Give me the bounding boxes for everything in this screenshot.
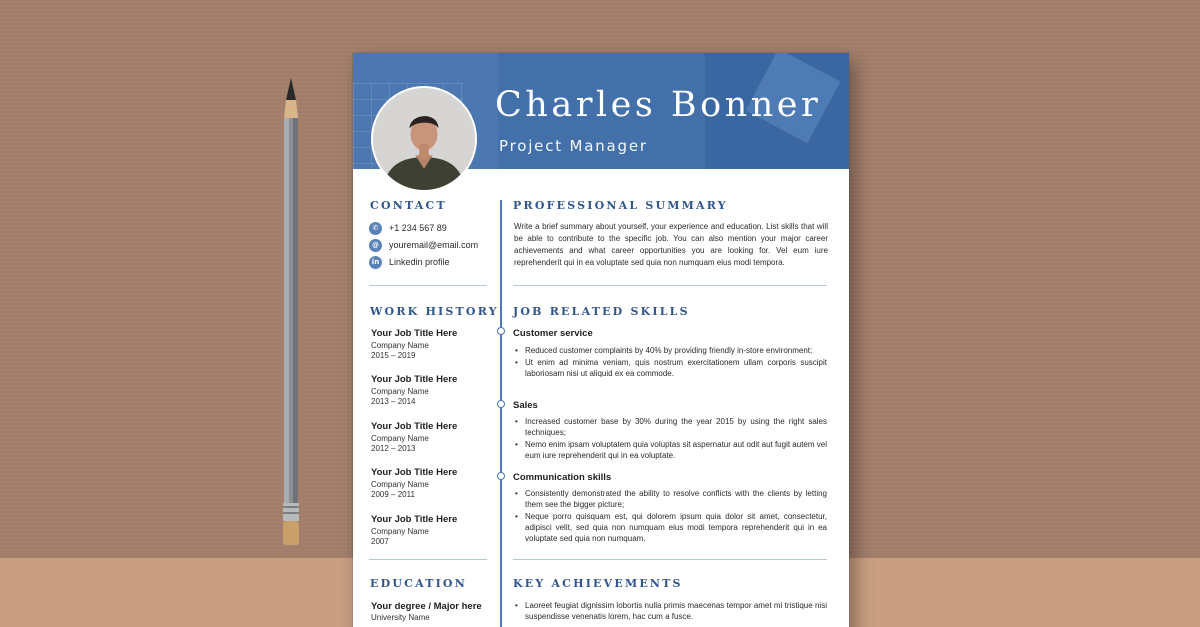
degree-title: Your degree / Major here bbox=[371, 601, 482, 612]
contact-heading: CONTACT bbox=[370, 199, 447, 212]
skill-bullet: • Neque porro quisquam est, qui dolorem ipsum quia dolor sit amet, consectetur, adipisci velit, sed quia non numquam eius modi tempora reprehenderit qui in ea voluptate sed quia non numquam. bbox=[513, 511, 827, 544]
skill-bullet: • Increased customer base by 30% during the year 2015 by using the right sales techniques; bbox=[513, 416, 827, 438]
summary-heading: PROFESSIONAL SUMMARY bbox=[513, 199, 728, 212]
job-title: Your Job Title Here bbox=[371, 514, 458, 525]
job-entry bbox=[371, 328, 491, 360]
skill-bullet: • Reduced customer complaints by 40% by providing friendly in-store environment; bbox=[513, 345, 827, 356]
skill-bullet: • Consistently demonstrated the ability to resolve conflicts with the clients by letting them see the bigger picture; bbox=[513, 488, 827, 510]
timeline-dot bbox=[497, 472, 505, 480]
achievements-heading: KEY ACHIEVEMENTS bbox=[513, 577, 683, 590]
timeline-line bbox=[500, 200, 502, 627]
achievement-bullets bbox=[513, 600, 827, 623]
skills-heading: JOB RELATED SKILLS bbox=[513, 305, 690, 318]
job-title: Your Job Title Here bbox=[371, 421, 458, 432]
summary-text: Write a brief summary about yourself, your experience and education. List skills that will be able to contribute to the specific job. You can also mention your major career achievements and what career opportunities you are looking for. Vel eum iure reprehenderit qui in ea voluptate sed quia non numquam eius modi tempora. bbox=[514, 222, 828, 267]
work-history-heading: WORK HISTORY bbox=[370, 305, 499, 318]
phone-text: +1 234 567 89 bbox=[389, 223, 447, 233]
linkedin-text: Linkedin profile bbox=[389, 257, 450, 267]
job-entry bbox=[371, 421, 491, 453]
company-name: Company Name bbox=[371, 433, 429, 443]
timeline-dot bbox=[497, 327, 505, 335]
resume-page bbox=[353, 53, 849, 627]
skill-heading: Customer service bbox=[513, 328, 593, 339]
job-title: Your Job Title Here bbox=[371, 467, 458, 478]
company-name: Company Name bbox=[371, 340, 429, 350]
portrait-image bbox=[373, 88, 475, 190]
achievement-bullet: • Laoreet feugiat dignissim lobortis nulla primis maecenas tempor amet mi tristique nisi suspendisse venenatis lorem, hac cum a fusce. bbox=[513, 600, 827, 622]
candidate-role: Project Manager bbox=[499, 137, 648, 155]
skill-bullet: • Ut enim ad minima veniam, quis nostrum exercitationem ullam corporis suscipit laboriosam nisi ut aliquid ex ea commode. bbox=[513, 357, 827, 379]
university-name: University Name bbox=[371, 613, 430, 622]
linkedin-icon: in bbox=[369, 256, 382, 269]
divider bbox=[369, 559, 487, 560]
candidate-name: Charles Bonner bbox=[495, 85, 822, 125]
skill-bullets bbox=[513, 345, 827, 380]
job-years: 2012 – 2013 bbox=[371, 444, 416, 453]
job-years: 2015 – 2019 bbox=[371, 351, 416, 360]
job-years: 2009 – 2011 bbox=[371, 490, 415, 499]
avatar bbox=[371, 86, 477, 192]
job-years: 2007 bbox=[371, 537, 389, 546]
job-entry bbox=[371, 467, 491, 499]
phone-icon: ✆ bbox=[369, 222, 382, 235]
timeline-dot bbox=[497, 400, 505, 408]
job-years: 2013 – 2014 bbox=[371, 397, 416, 406]
divider bbox=[369, 285, 487, 286]
company-name: Company Name bbox=[371, 479, 429, 489]
job-title: Your Job Title Here bbox=[371, 328, 458, 339]
skill-heading: Communication skills bbox=[513, 472, 612, 483]
divider bbox=[513, 285, 827, 286]
job-entry bbox=[371, 514, 491, 546]
skill-bullets bbox=[513, 416, 827, 462]
contact-linkedin bbox=[369, 255, 450, 269]
company-name: Company Name bbox=[371, 526, 429, 536]
skill-heading: Sales bbox=[513, 400, 538, 411]
company-name: Company Name bbox=[371, 386, 429, 396]
email-text: youremail@email.com bbox=[389, 240, 479, 250]
divider bbox=[513, 559, 827, 560]
pencil-icon bbox=[280, 78, 302, 548]
contact-email bbox=[369, 238, 478, 252]
job-title: Your Job Title Here bbox=[371, 374, 458, 385]
email-icon: @ bbox=[369, 239, 382, 252]
skill-bullet: • Nemo enim ipsam voluptatem quia voluptas sit aspernatur aut odit aut fugit autem vel eum iure reprehenderit qui in ea voluptate. bbox=[513, 439, 827, 461]
education-heading: EDUCATION bbox=[370, 577, 467, 590]
contact-phone bbox=[369, 221, 447, 235]
skill-bullets bbox=[513, 488, 827, 545]
job-entry bbox=[371, 374, 491, 406]
